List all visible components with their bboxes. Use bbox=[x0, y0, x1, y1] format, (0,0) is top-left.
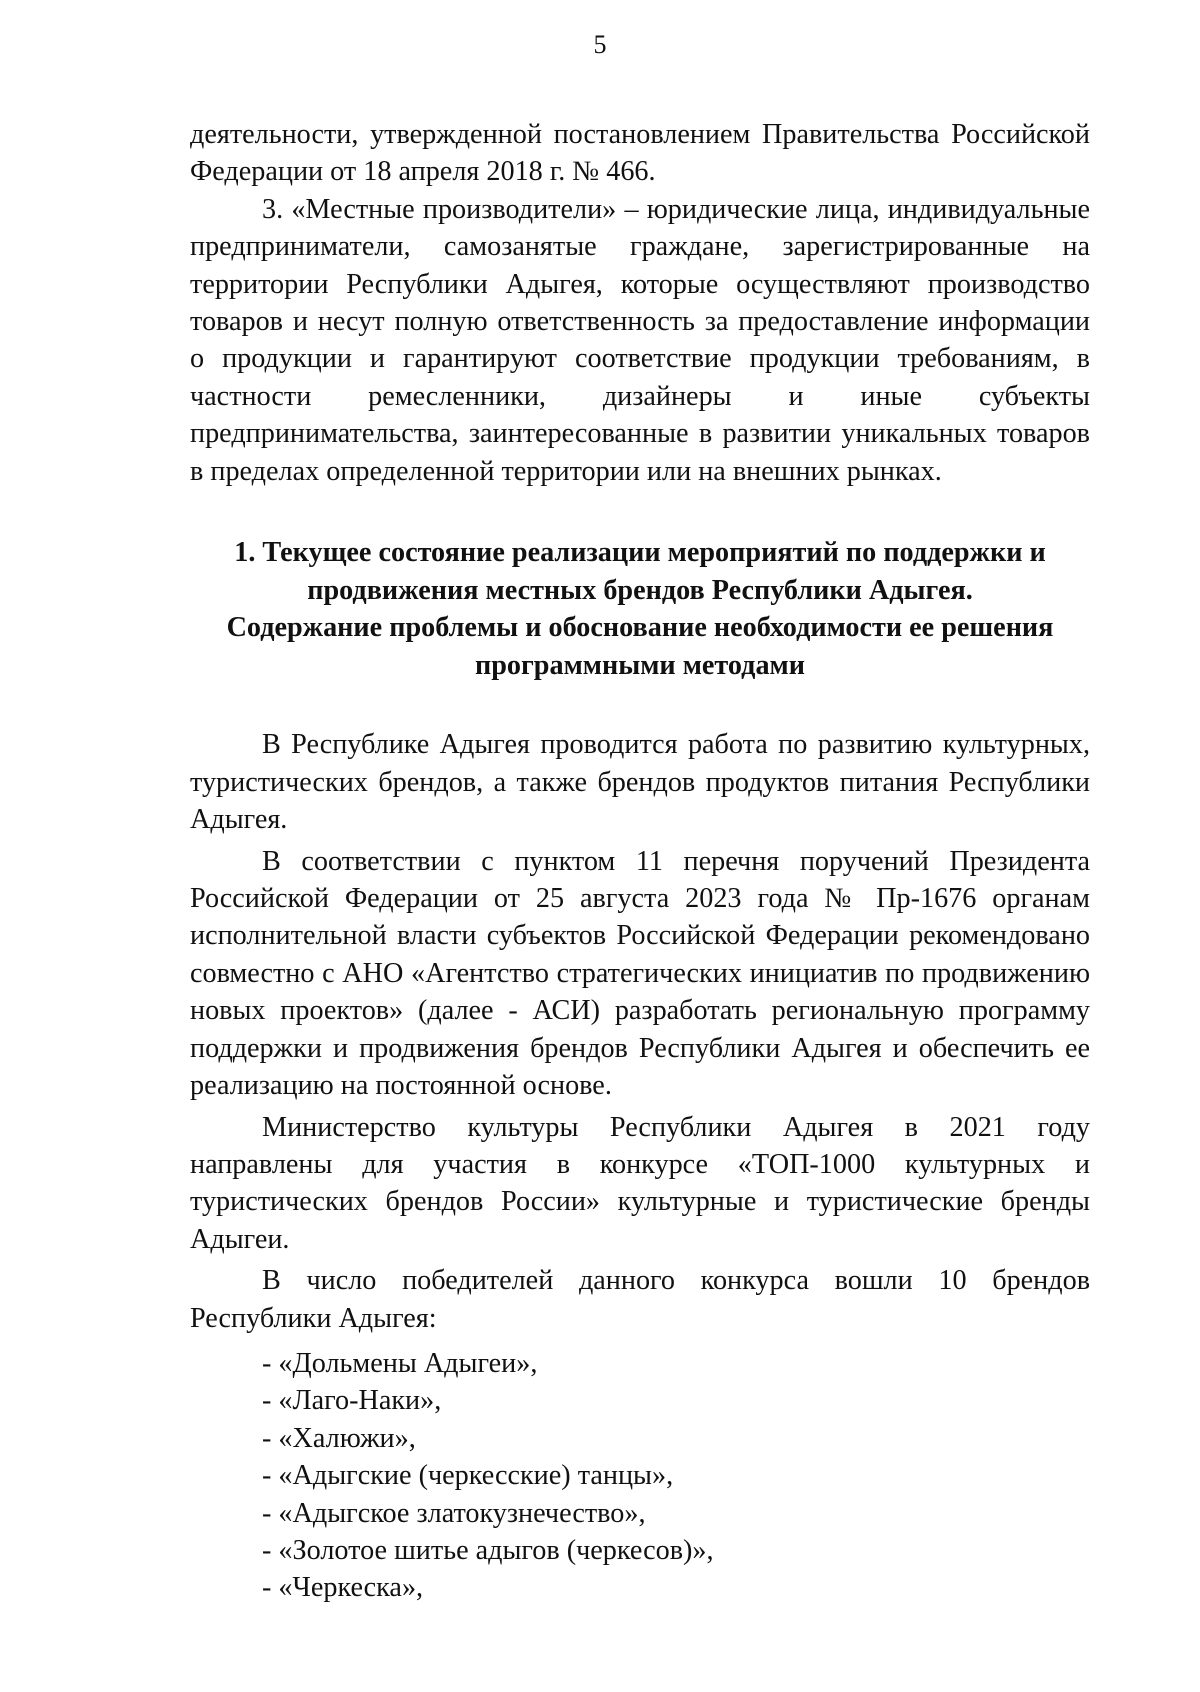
paragraph-continuation: деятельности, утвержденной постановлением Правительства Российской Федерации от 18 апреля 2018 г. № 466. bbox=[190, 119, 1090, 188]
document-body bbox=[190, 116, 1090, 1607]
list-item: - «Золотое шитье адыгов (черкесов)», bbox=[262, 1534, 714, 1566]
list-item: - «Дольмены Адыгеи», bbox=[262, 1347, 538, 1379]
list-item: - «Адыгское златокузнечество», bbox=[262, 1497, 646, 1529]
list-item: - «Лаго-Наки», bbox=[262, 1385, 442, 1417]
page-number: 5 bbox=[593, 30, 607, 59]
paragraph-winners: В число победителей данного конкурса вошли 10 брендов Республики Адыгея: bbox=[190, 1265, 1090, 1334]
heading-line-3: Содержание проблемы и обоснование необходимости ее решения bbox=[226, 612, 1054, 644]
heading-line-4: программными методами bbox=[475, 649, 805, 681]
paragraph-intro: В Республике Адыгея проводится работа по развитию культурных, туристических брендов, а также брендов продуктов питания Республики Адыгея. bbox=[190, 729, 1090, 836]
section-heading bbox=[190, 534, 1090, 684]
list-item: - «Адыгские (черкесские) танцы», bbox=[262, 1460, 674, 1492]
brands-list bbox=[190, 1345, 1090, 1607]
list-item: - «Халюжи», bbox=[262, 1422, 416, 1454]
paragraph-president-order: В соответствии с пунктом 11 перечня поручений Президента Российской Федерации от 25 августа 2023 года № Пр-1676 органам исполнительной власти субъектов Российской Федерации рекомендовано совместно с АНО «Агентство стратегических инициатив по продвижению новых проектов» (далее - АСИ) разработать региональную программу поддержки и продвижения брендов Республики Адыгея и обеспечить ее реализацию на постоянной основе. bbox=[190, 845, 1090, 1102]
paragraph-ministry: Министерство культуры Республики Адыгея в 2021 году направлены для участия в конкурсе «ТОП-1000 культурных и туристических брендов России» культурные и туристические бренды Адыгеи. bbox=[190, 1111, 1090, 1255]
heading-line-2: продвижения местных брендов Республики Адыгея. bbox=[307, 574, 973, 606]
heading-line-1: 1. Текущее состояние реализации мероприятий по поддержки и bbox=[234, 537, 1046, 569]
paragraph-local-producers: 3. «Местные производители» – юридические лица, индивидуальные предприниматели, самозанятые граждане, зарегистрированные на территории Республики Адыгея, которые осуществляют производство товаров и несут полную ответственность за предоставление информации о продукции и гарантируют соответствие продукции требованиям, в частности ремесленники, дизайнеры и иные субъекты предпринимательства, заинтересованные в развитии уникальных товаров в пределах определенной территории или на внешних рынках. bbox=[190, 193, 1090, 487]
list-item: - «Черкеска», bbox=[262, 1572, 424, 1604]
